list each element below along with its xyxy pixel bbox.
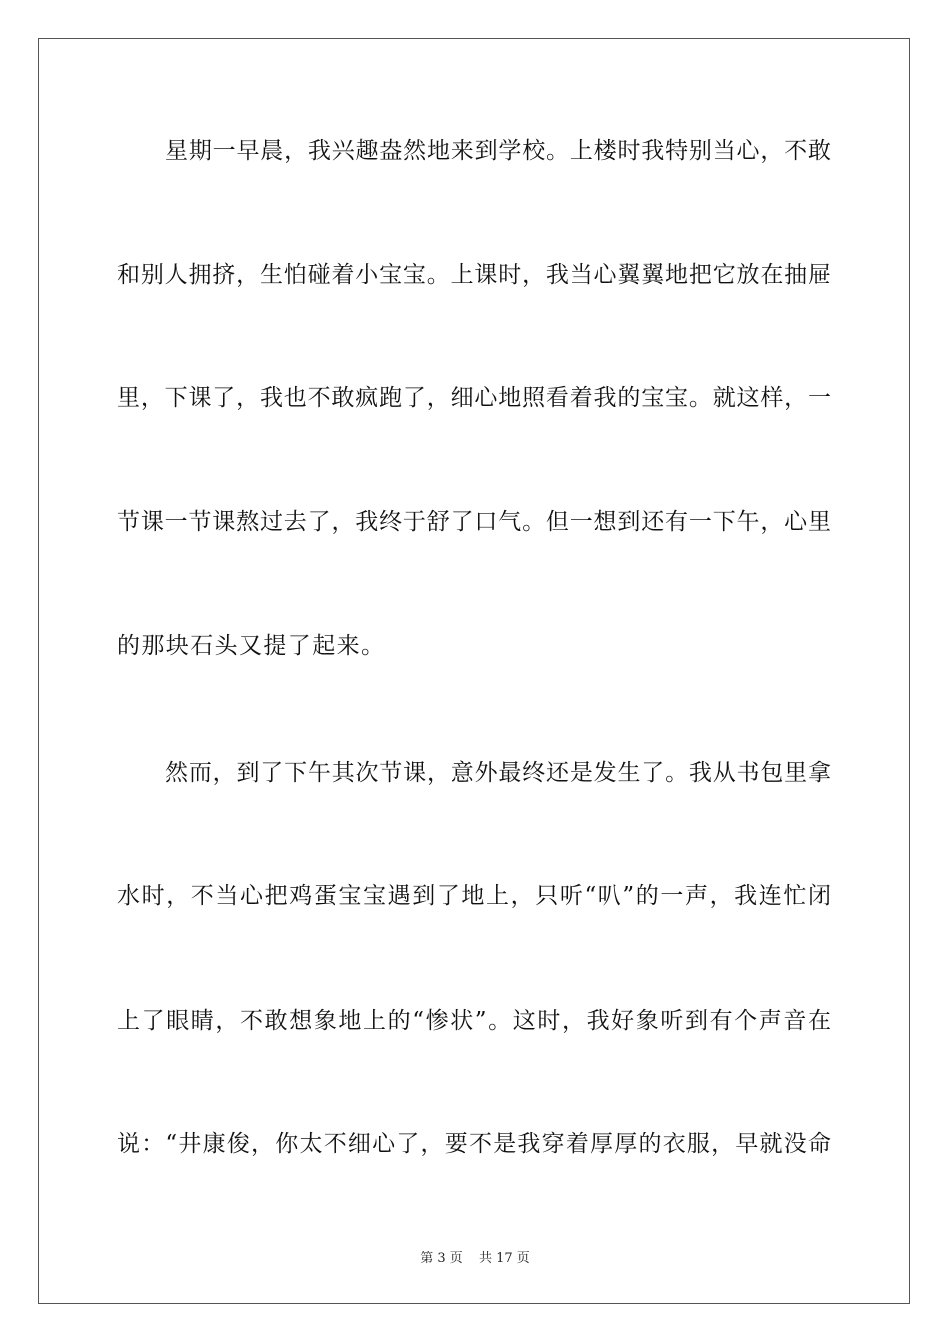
paragraph-1-line-5: 的那块石头又提了起来。 [117, 633, 386, 659]
paragraph-1-line-3: 里，下课了，我也不敢疯跑了，细心地照看着我的宝宝。就这样，一 [117, 385, 831, 411]
paragraph-1-line-1: 星期一早晨，我兴趣盎然地来到学校。上楼时我特别当心，不敢 [165, 138, 831, 164]
page-footer [0, 1247, 950, 1266]
paragraph-2-line-2: 水时，不当心把鸡蛋宝宝遇到了地上，只听“叭”的一声，我连忙闭 [117, 883, 831, 909]
total-pages: 共 17 页 [478, 1251, 530, 1266]
paragraph-2-line-1: 然而，到了下午其次节课，意外最终还是发生了。我从书包里拿 [165, 760, 831, 786]
page-frame [38, 38, 910, 1304]
paragraph-2-line-4: 说：“井康俊，你太不细心了，要不是我穿着厚厚的衣服，早就没命 [117, 1131, 831, 1157]
paragraph-1-line-2: 和别人拥挤，生怕碰着小宝宝。上课时，我当心翼翼地把它放在抽屉 [117, 262, 831, 288]
paragraph-2-line-3: 上了眼睛，不敢想象地上的“惨状”。这时，我好象听到有个声音在 [117, 1008, 831, 1034]
page-number: 第 3 页 [420, 1251, 463, 1266]
paragraph-1-line-4: 节课一节课熬过去了，我终于舒了口气。但一想到还有一下午，心里 [117, 509, 831, 535]
